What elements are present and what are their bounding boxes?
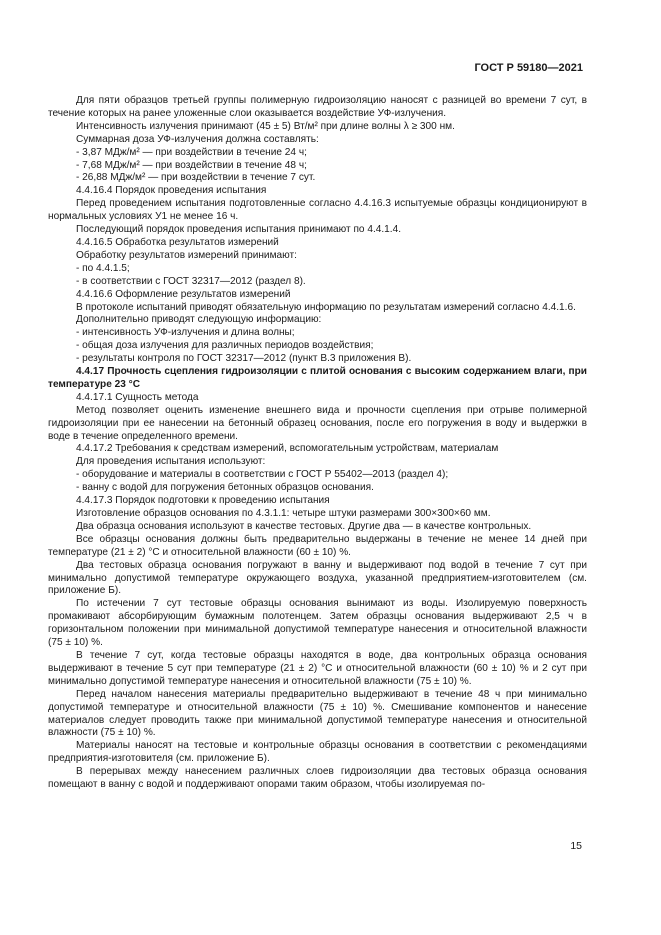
paragraph: Интенсивность излучения принимают (45 ± 5) Вт/м² при длине волны λ ≥ 300 нм.: [76, 120, 455, 132]
paragraph: Изготовление образцов основания по 4.3.1.1: четыре штуки размерами 300×300×60 мм.: [76, 508, 491, 519]
paragraph: Обработку результатов измерений принимают:: [76, 249, 297, 261]
paragraph: - интенсивность УФ-излучения и длина волны;: [76, 327, 295, 339]
paragraph: - оборудование и материалы в соответствии с ГОСТ Р 55402—2013 (раздел 4);: [76, 469, 449, 481]
paragraph: Для проведения испытания используют:: [76, 456, 266, 468]
paragraph: Все образцы основания должны быть предварительно выдержаны в течение не менее 14 дней при температуре (21 ± 2) °С и относительной влажности (60 ± 10) %.: [48, 533, 587, 558]
paragraph: 4.4.17.2 Требования к средствам измерений, вспомогательным устройствам, материалам: [76, 443, 499, 455]
paragraph: - результаты контроля по ГОСТ 32317—2012 (пункт В.3 приложения В).: [76, 353, 412, 365]
document-id: ГОСТ Р 59180—2021: [474, 62, 583, 74]
paragraph: Суммарная доза УФ-излучения должна составлять:: [76, 133, 319, 145]
page-number: 15: [570, 840, 582, 852]
paragraph: 4.4.17.1 Сущность метода: [76, 391, 199, 403]
paragraph: 4.4.16.4 Порядок проведения испытания: [76, 185, 267, 197]
paragraph: В течение 7 сут, когда тестовые образцы находятся в воде, два контрольных образца основания выдерживают в течение 5 сут при температуре (21 ± 2) °С и относительной влажности (60 ± 10) % и 2 сут при минимально допустимой температуре нанесения и относительной влажности (75 ± 10) %.: [48, 649, 587, 687]
paragraph: 4.4.16.6 Оформление результатов измерений: [76, 288, 291, 300]
section-heading: 4.4.17 Прочность сцепления гидроизоляции с плитой основания с высоким содержанием влаги, при температуре 23 °С: [48, 366, 587, 390]
paragraph: - 7,68 МДж/м² — при воздействии в течение 48 ч;: [76, 159, 307, 171]
paragraph: - 3,87 МДж/м² — при воздействии в течение 24 ч;: [76, 146, 307, 158]
paragraph: В протоколе испытаний приводят обязательную информацию по результатам измерений согласно 4.4.1.6.: [76, 301, 576, 313]
document-body: [48, 95, 587, 792]
paragraph: Дополнительно приводят следующую информацию:: [76, 314, 322, 326]
paragraph: Два образца основания используют в качестве тестовых. Другие два — в качестве контрольных.: [76, 520, 532, 532]
paragraph: 4.4.16.5 Обработка результатов измерений: [76, 236, 279, 248]
paragraph: 4.4.17.3 Порядок подготовки к проведению испытания: [76, 495, 330, 507]
paragraph: В перерывах между нанесением различных слоев гидроизоляции два тестовых образца основания помещают в ванну с водой и поддерживают опорами таким образом, чтобы изолируемая по-: [48, 766, 587, 791]
paragraph: Материалы наносят на тестовые и контрольные образцы основания в соответствии с рекомендациями предприятия-изготовителя (см. приложение Б).: [48, 740, 587, 765]
paragraph: По истечении 7 сут тестовые образцы основания вынимают из воды. Изолируемую поверхность промакивают абсорбирующим бумажным полотенцем. Затем образцы основания выдерживают 2,5 ч в горизонтальном положении при минимальной допустимой температуре нанесения и относительной влажности (75 ± 10) %.: [48, 598, 587, 649]
paragraph: Два тестовых образца основания погружают в ванну и выдерживают под водой в течение 7 сут при минимально допустимой температуре окружающего воздуха, указанной предприятием-изготовителем (см. приложение Б).: [48, 559, 587, 597]
paragraph: Для пяти образцов третьей группы полимерную гидроизоляцию наносят с разницей во времени 7 сут, в течение которых на ранее уложенные слои оказывается воздействие УФ-излучения.: [48, 95, 587, 119]
paragraph: Перед началом нанесения материалы предварительно выдерживают в течение 48 ч при минимально допустимой температуре и относительной влажности (75 ± 10) %. Смешивание компонентов и нанесение материалов следует проводить также при минимальной допустимой температуре нанесения и относительной влажности (75 ± 10) %.: [48, 688, 587, 739]
paragraph: Метод позволяет оценить изменение внешнего вида и прочности сцепления при отрыве полимерной гидроизоляции при ее нанесении на бетонный образец основания, после его погружения в воду и выдержки в воде в течение определенного времени.: [48, 404, 587, 442]
paragraph: - ванну с водой для погружения бетонных образцов основания.: [76, 482, 374, 494]
paragraph: - в соответствии с ГОСТ 32317—2012 (раздел 8).: [76, 275, 306, 287]
paragraph: Перед проведением испытания подготовленные согласно 4.4.16.3 испытуемые образцы кондиционируют в нормальных условиях У1 не менее 16 ч.: [48, 198, 587, 223]
paragraph: Последующий порядок проведения испытания принимают по 4.4.1.4.: [76, 224, 402, 236]
paragraph: - по 4.4.1.5;: [76, 262, 130, 274]
paragraph: - общая доза излучения для различных периодов воздействия;: [76, 340, 374, 352]
paragraph: - 26,88 МДж/м² — при воздействии в течение 7 сут.: [76, 172, 316, 184]
